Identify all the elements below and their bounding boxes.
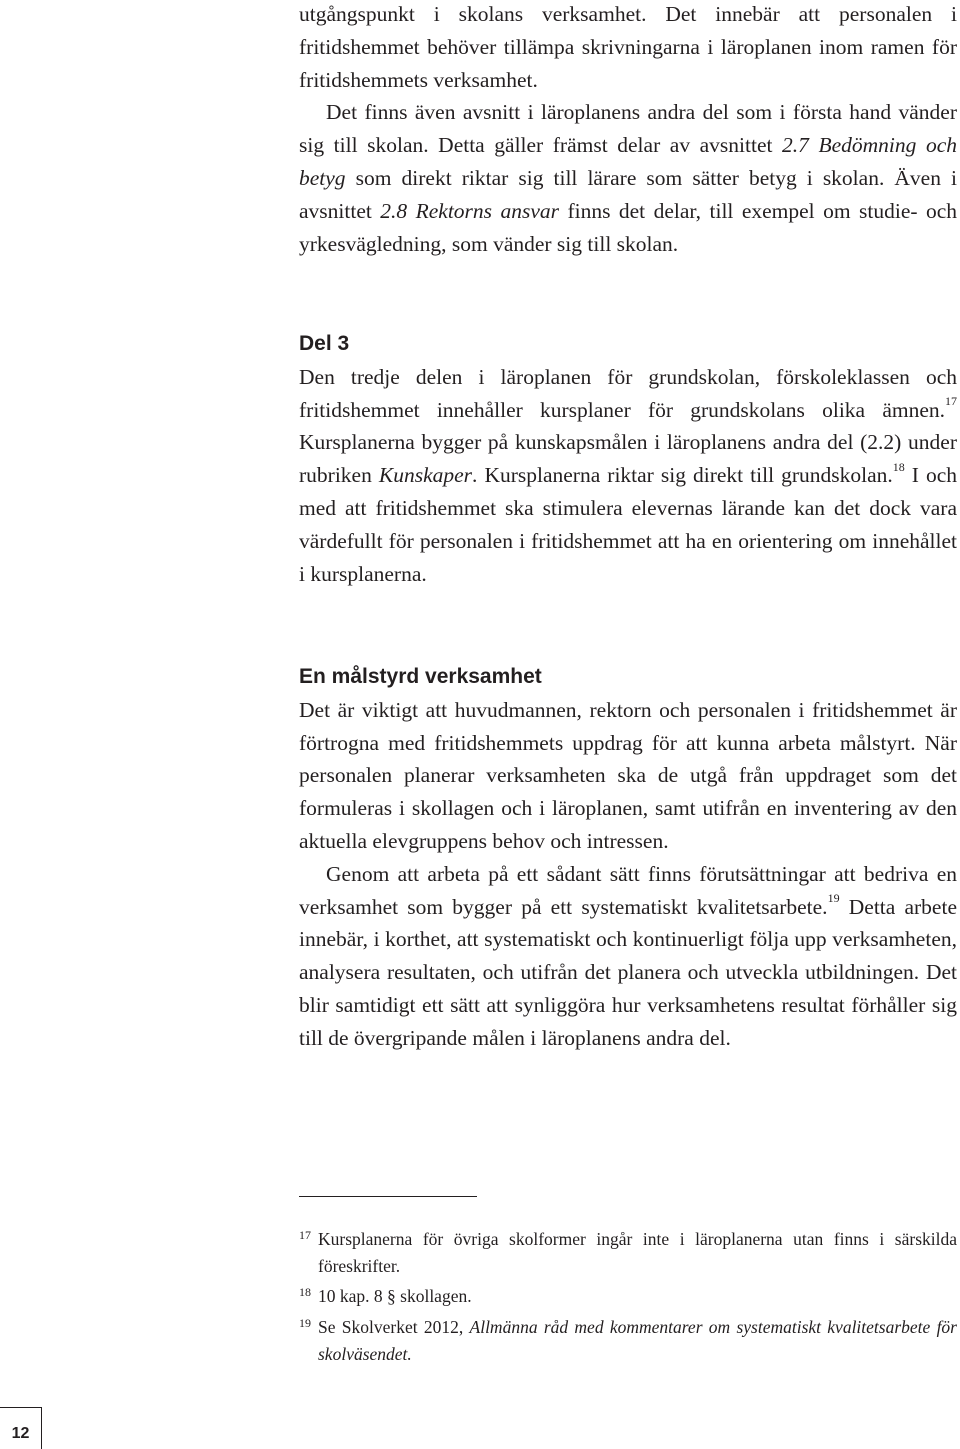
section-heading: En målstyrd verksamhet	[299, 665, 542, 688]
paragraph-text: Det är viktigt att huvudmannen, rektorn och personalen i fritidshemmet är förtrogna med fritidshemmets uppdrag för att kunna arbeta målstyrt. När personalen planerar verksamheten ska de utgå från uppdraget som det formuleras i skollagen och i läroplanen, samt utifrån en inventering av den aktuella elevgruppens behov och intressen.	[299, 697, 957, 853]
section-heading: Del 3	[299, 332, 350, 355]
del3-paragraph	[299, 361, 957, 591]
footnote-text: 10 kap. 8 § skollagen.	[318, 1286, 472, 1306]
footnote-19	[299, 1314, 957, 1367]
footnote-number: 17	[299, 1228, 311, 1242]
malstyrd-section	[299, 661, 957, 1055]
paragraph-text: Detta arbete innebär, i korthet, att systematiskt och kontinuerligt följa upp verksamheten, analysera resultaten, och utifrån det planera och utveckla utbildningen. Det blir samtidigt ett sätt att synliggöra hur verksamhetens resultat förhåller sig till de övergripande målen i läroplanens andra del.	[299, 894, 957, 1050]
malstyrd-paragraph-1	[299, 694, 957, 858]
rubric-reference: Kunskaper	[378, 463, 473, 488]
footnote-text-plain: Se Skolverket 2012,	[318, 1317, 470, 1337]
paragraph-continuation	[299, 0, 957, 96]
paragraph-text: finns det delar, till exempel om studie- och yrkesvägledning, som vänder sig till skolan.	[299, 198, 957, 256]
footnote-ref[interactable]: 19	[827, 891, 840, 906]
footnote-divider	[299, 1196, 477, 1197]
paragraph-text: Den tredje delen i läroplanen för grundskolan, förskoleklassen och fritidshemmet innehåller kursplaner för grundskolans olika ämnen.	[299, 364, 957, 422]
top-section	[299, 0, 957, 260]
footnote-text	[318, 1314, 957, 1367]
malstyrd-paragraph-2	[299, 858, 957, 1055]
footnote-number: 18	[299, 1285, 311, 1299]
section-reference: 2.7 Bedömning och betyg	[299, 133, 958, 190]
page-number	[0, 1407, 42, 1449]
paragraph-text: Kursplanerna bygger på kunskapsmålen i läroplanens andra del (2.2) under rubriken	[299, 430, 957, 488]
paragraph-text: som direkt riktar sig till lärare som sätter betyg i skolan. Även i avsnittet	[299, 165, 957, 223]
paragraph-sections	[299, 96, 957, 260]
footnote-text: Kursplanerna för övriga skolformer ingår inte i läroplanerna utan finns i särskilda föreskrifter.	[318, 1229, 957, 1276]
paragraph-text: I och med att fritidshemmet ska stimulera elevernas lärande kan det dock vara värdefullt för personalen i fritidshemmet att ha en orientering om innehållet i kursplanerna.	[299, 463, 958, 586]
paragraph-text: Det finns även avsnitt i läroplanens andra del som i första hand vänder sig till skolan. Detta gäller främst delar av avsnittet	[299, 100, 957, 158]
footnote-17	[299, 1226, 957, 1279]
paragraph-text: Genom att arbeta på ett sådant sätt finns förutsättningar att bedriva en verksamhet som bygger på ett systematiskt kvalitetsarbete.	[299, 861, 957, 919]
del3-section	[299, 328, 957, 590]
page-number-text: 12	[11, 1425, 30, 1442]
footnote-ref[interactable]: 17	[945, 394, 957, 409]
footnote-ref[interactable]: 18	[892, 460, 905, 475]
paragraph-text: . Kursplanerna riktar sig direkt till grundskolan.	[472, 463, 893, 488]
paragraph-text: utgångspunkt i skolans verksamhet. Det innebär att personalen i fritidshemmet behöver tillämpa skrivningarna i läroplanen inom ramen för fritidshemmets verksamhet.	[299, 2, 957, 92]
footnote-number: 19	[299, 1316, 311, 1330]
footnote-text-italic: Allmänna råd med kommentarer om systematiskt kvalitetsarbete för skolväsendet.	[318, 1317, 957, 1364]
footnote-18	[299, 1283, 957, 1310]
section-reference: 2.8 Rektorns ansvar	[380, 198, 559, 223]
